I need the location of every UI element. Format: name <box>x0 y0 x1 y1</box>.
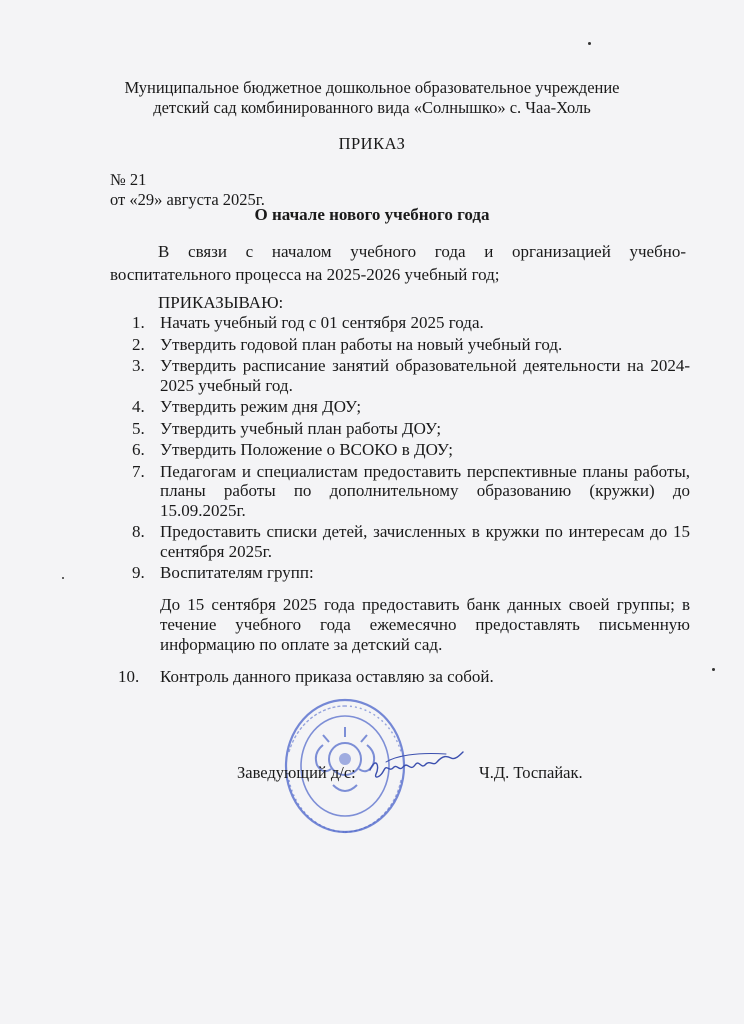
list-item: 1. Начать учебный год с 01 сентября 2025 года. <box>132 313 484 332</box>
order-items-list <box>110 313 690 688</box>
order-number: № 21 <box>110 170 147 189</box>
intro-paragraph: В связи с началом учебного года и организацией учебно-воспитательного процесса на 2025-2026 учебный год; <box>110 242 686 284</box>
orders-heading: ПРИКАЗЫВАЮ: <box>158 293 284 312</box>
list-item: 6. Утвердить Положение о ВСОКО в ДОУ; <box>132 440 454 459</box>
list-item: 7. Педагогам и специалистам предоставить перспективные планы работы, планы работы по дополнительному образованию (кружки) до 15.09.2025г. <box>132 461 690 520</box>
handwritten-signature-icon <box>366 744 476 784</box>
item9-detail: До 15 сентября 2025 года предоставить банк данных своей группы; в течение учебного года ежемесячно предоставлять письменную информацию по оплате за детский сад. <box>160 594 690 654</box>
list-item: 8. Предоставить списки детей, зачисленных в кружки по интересам до 15 сентября 2025г. <box>132 522 690 561</box>
document-type: ПРИКАЗ <box>338 134 406 153</box>
order-title: О начале нового учебного года <box>254 205 490 224</box>
list-item: 9. Воспитателям групп: До 15 сентября 2025 года предоставить банк данных своей группы; в течение учебного года ежемесячно предоставлять письменную информацию по оплате за детский сад. <box>132 563 690 654</box>
order-date: от «29» августа 2025г. <box>110 190 265 209</box>
signatory-role: Заведующий д/с: <box>237 763 356 782</box>
organization-name-line2: детский сад комбинированного вида «Солнышко» с. Чаа-Холь <box>153 98 591 117</box>
signatory-name: Ч.Д. Тоспайак. <box>479 763 583 782</box>
list-item: 2. Утвердить годовой план работы на новый учебный год. <box>132 334 563 354</box>
paper-speck <box>588 42 591 45</box>
paper-speck <box>712 668 715 671</box>
list-item: 5. Утвердить учебный план работы ДОУ; <box>132 418 442 438</box>
list-item: 3. Утвердить расписание занятий образовательной деятельности на 2024-2025 учебный год. <box>132 356 690 395</box>
paper-speck <box>62 577 64 579</box>
organization-name-line1: Муниципальное бюджетное дошкольное образовательное учреждение <box>124 78 620 97</box>
list-item: 4. Утвердить режим дня ДОУ; <box>132 397 362 416</box>
list-item: 10. Контроль данного приказа оставляю за собой. <box>118 666 494 686</box>
